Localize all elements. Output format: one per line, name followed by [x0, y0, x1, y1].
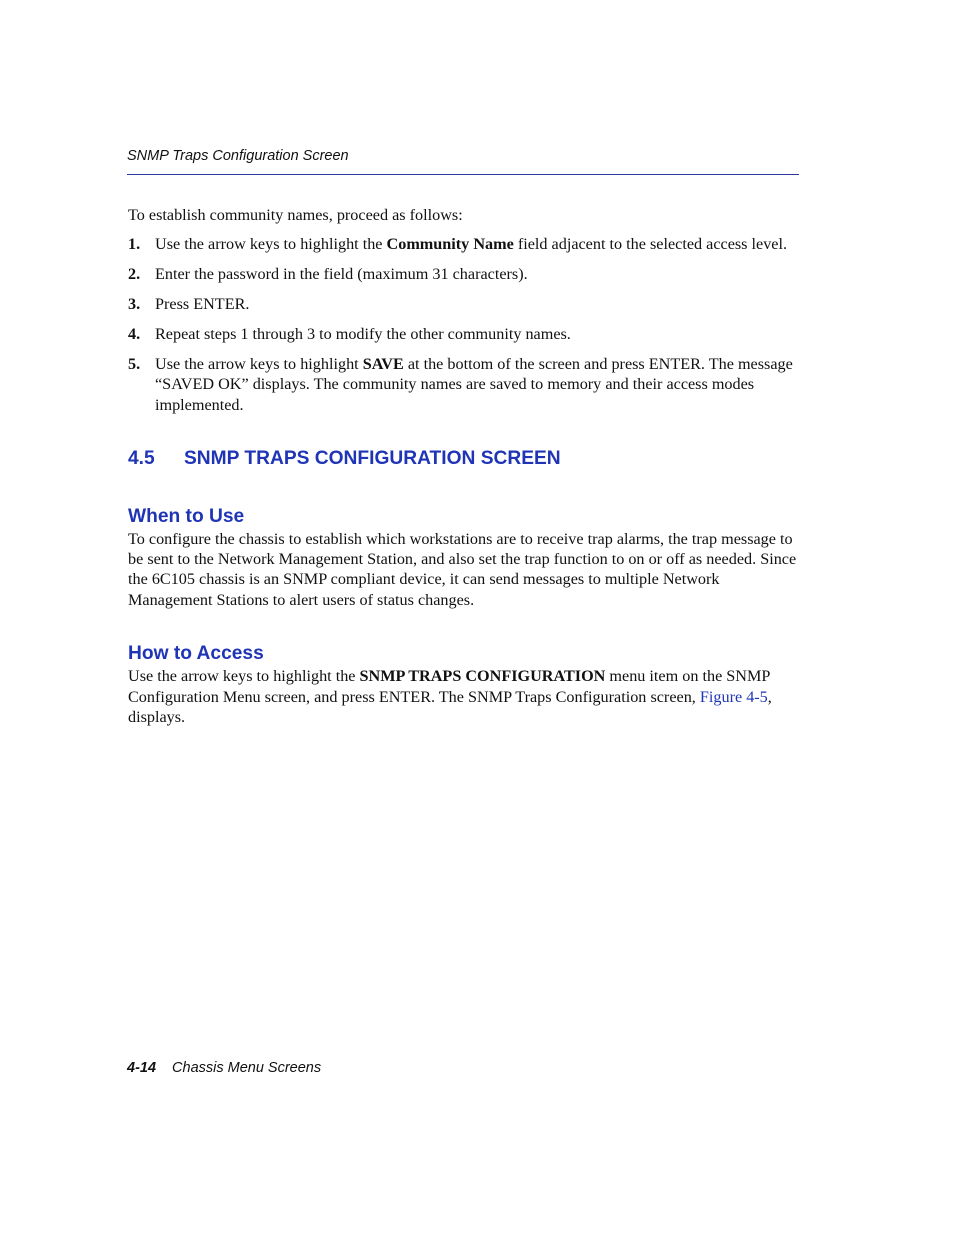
- step-text: [155, 234, 800, 254]
- step-text: [155, 354, 800, 415]
- step-text-part: Use the arrow keys to highlight the: [155, 235, 387, 254]
- list-item: [128, 324, 800, 344]
- intro-paragraph: To establish community names, proceed as follows:: [128, 206, 463, 224]
- page-footer: [127, 1060, 321, 1076]
- when-to-use-paragraph: To configure the chassis to establish which workstations are to receive trap alarms, the trap message to be sent to the Network Management Station, and also set the trap function to on or off as needed. Since the 6C105 chassis is an SNMP compliant device, it can send messages to multiple Network Management Stations to alert users of status changes.: [128, 529, 797, 609]
- list-item: [128, 264, 800, 284]
- paragraph-part: , displays.: [128, 687, 772, 727]
- step-text-bold: SAVE: [362, 355, 404, 374]
- chapter-title: Chassis Menu Screens: [172, 1060, 322, 1076]
- section-heading: [128, 449, 800, 469]
- section-number: 4.5: [128, 448, 155, 470]
- step-text-bold: Community Name: [386, 235, 514, 254]
- list-item: [128, 294, 800, 314]
- step-text: Repeat steps 1 through 3 to modify the other community names.: [155, 325, 571, 344]
- step-number: 1.: [128, 235, 141, 254]
- page-number: 4-14: [127, 1060, 157, 1076]
- header-rule: [127, 174, 799, 175]
- paragraph-part: Use the arrow keys to highlight the: [128, 667, 360, 686]
- how-to-access-heading: How to Access: [128, 643, 264, 665]
- step-number: 4.: [128, 325, 141, 344]
- when-to-use-heading: When to Use: [128, 505, 245, 527]
- how-to-access-paragraph: [128, 666, 800, 727]
- paragraph-part: menu item on the SNMP Configuration Menu screen, and press ENTER. The SNMP Traps Configuration screen,: [128, 667, 770, 706]
- paragraph-bold: SNMP TRAPS CONFIGURATION: [359, 667, 606, 686]
- running-header: SNMP Traps Configuration Screen: [127, 148, 349, 164]
- page-content: [128, 205, 800, 728]
- section-title: SNMP TRAPS CONFIGURATION SCREEN: [184, 448, 561, 470]
- step-text: Enter the password in the field (maximum 31 characters).: [155, 265, 528, 284]
- step-text-part: at the bottom of the screen and press ENTER. The message “SAVED OK” displays. The community names are saved to memory and their access modes implemented.: [155, 355, 793, 414]
- step-number: 5.: [128, 355, 141, 374]
- step-number: 2.: [128, 265, 141, 284]
- list-item: [128, 354, 800, 415]
- step-text-part: field adjacent to the selected access level.: [513, 235, 788, 254]
- step-text: Press ENTER.: [155, 295, 250, 314]
- list-item: [128, 234, 800, 254]
- figure-link[interactable]: Figure 4-5: [699, 687, 768, 706]
- procedure-steps: [128, 234, 800, 415]
- step-text-part: Use the arrow keys to highlight: [155, 355, 363, 374]
- step-number: 3.: [128, 295, 141, 314]
